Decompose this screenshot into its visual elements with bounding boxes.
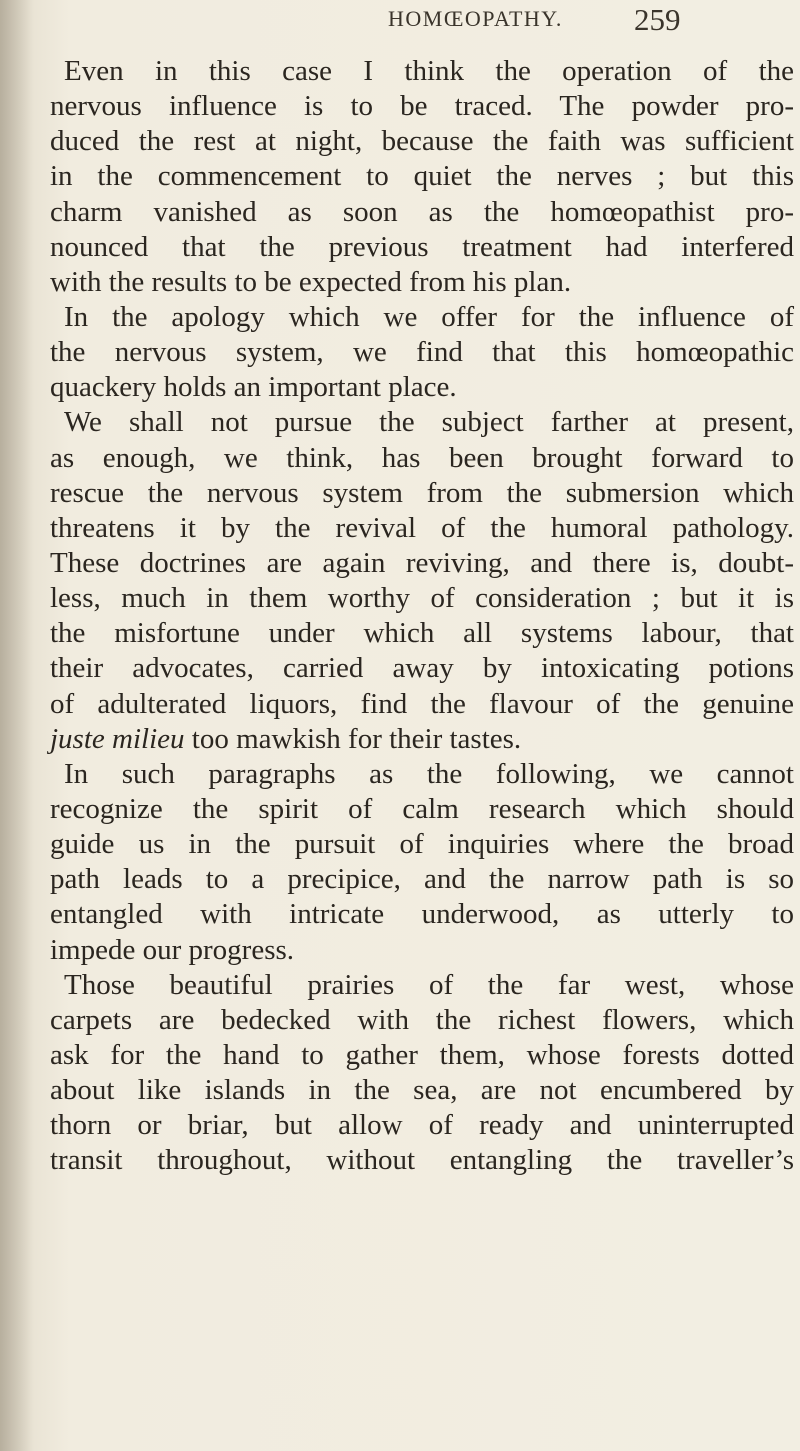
text-line: In the apology which we offer for the influence of: [64, 300, 794, 333]
page-number: 259: [634, 2, 681, 37]
text-line: recognize the spirit of calm research which should: [50, 792, 794, 825]
text-line: impede our progress.: [50, 933, 295, 966]
text-line: less, much in them worthy of consideration ; but it is: [50, 582, 794, 615]
text-line: nounced that the previous treatment had interfered: [50, 230, 794, 263]
text-line: quackery holds an important place.: [50, 371, 457, 404]
text-line: These doctrines are again reviving, and there is, doubt-: [50, 546, 794, 579]
italic-phrase: juste milieu: [50, 722, 185, 755]
text-line: path leads to a precipice, and the narrow path is so: [50, 863, 794, 896]
binding-gutter-shadow: [0, 0, 34, 1451]
text-line: thorn or briar, but allow of ready and uninterrupted: [50, 1109, 794, 1142]
running-title: HOMŒOPATHY.: [388, 6, 563, 31]
text-line: ask for the hand to gather them, whose forests dotted: [50, 1038, 794, 1071]
text-line: of adulterated liquors, find the flavour of the genuine: [50, 687, 794, 720]
text-line: entangled with intricate underwood, as utterly to: [50, 898, 794, 931]
text-line: duced the rest at night, because the faith was sufficient: [50, 125, 794, 158]
text-line: [50, 722, 794, 757]
text-line: guide us in the pursuit of inquiries where the broad: [50, 828, 794, 861]
text-line: carpets are bedecked with the richest flowers, which: [50, 1003, 794, 1036]
text-line-rest: too mawkish for their tastes.: [191, 722, 522, 755]
text-line: in the commencement to quiet the nerves ; but this: [50, 160, 794, 193]
text-line: the nervous system, we find that this homœopathic: [50, 336, 794, 369]
text-line: In such paragraphs as the following, we cannot: [64, 757, 794, 790]
text-line: Even in this case I think the operation of the: [64, 55, 794, 87]
text-line: transit throughout, without entangling the traveller’s: [50, 1144, 794, 1177]
text-line: nervous influence is to be traced. The powder pro-: [50, 90, 794, 123]
text-line: threatens it by the revival of the humoral pathology.: [50, 511, 794, 544]
text-line: Those beautiful prairies of the far west, whose: [64, 968, 794, 1001]
text-line: with the results to be expected from his plan.: [50, 265, 572, 298]
text-line: charm vanished as soon as the homœopathist pro-: [50, 195, 794, 228]
text-line: We shall not pursue the subject farther at present,: [64, 406, 794, 439]
text-line: the misfortune under which all systems labour, that: [50, 617, 794, 650]
text-line: rescue the nervous system from the submersion which: [50, 476, 794, 509]
text-line: their advocates, carried away by intoxicating potions: [50, 652, 794, 685]
body-text: [50, 54, 794, 1179]
running-head: [0, 2, 800, 38]
text-line: about like islands in the sea, are not encumbered by: [50, 1074, 794, 1107]
text-line: as enough, we think, has been brought forward to: [50, 441, 794, 474]
